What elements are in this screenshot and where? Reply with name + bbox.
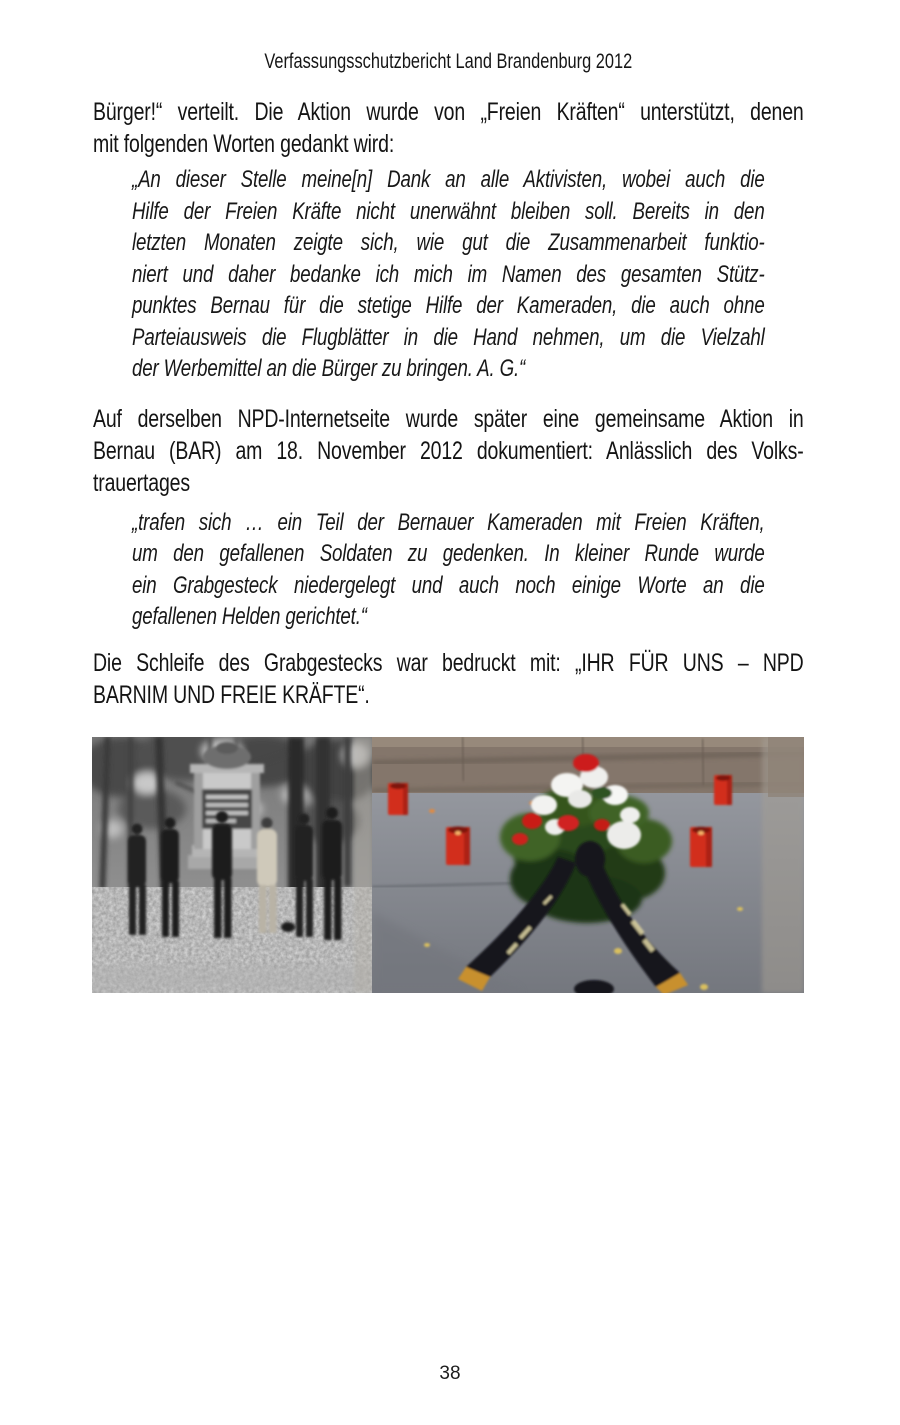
running-header: Verfassungsschutzbericht Land Brandenburg 2012: [264, 50, 633, 73]
edge-light-strip: [354, 737, 372, 993]
photo-strip: [92, 737, 804, 993]
text-line: Hilfe der Freien Kräfte nicht unerwähnt bleiben soll. Bereits in den: [132, 197, 765, 225]
paragraph-1: [93, 96, 804, 160]
memorial-photo: [92, 737, 372, 993]
text-line: der Werbemittel an die Bürger zu bringen. A. G.“: [132, 355, 526, 382]
wreath-photo: [372, 737, 804, 993]
edge-light-strip: [762, 737, 804, 993]
text-line: um den gefallenen Soldaten zu gedenken. In kleiner Runde wurde: [132, 540, 765, 567]
paragraph-2: [93, 403, 804, 499]
text-line: letzten Monaten zeigte sich, wie gut die Zusammenarbeit funktio-: [132, 229, 765, 256]
text-line: BARNIM UND FREIE KRÄFTE“.: [93, 680, 370, 709]
text-line: punktes Bernau für die stetige Hilfe der Kameraden, die auch ohne: [132, 292, 765, 319]
text-line: „An dieser Stelle meine[n] Dank an alle Aktivisten, wobei auch die: [132, 166, 765, 193]
text-column: [93, 50, 804, 711]
text-line: gefallenen Helden gerichtet.“: [132, 603, 367, 630]
paragraph-3: [93, 647, 804, 711]
text-line: Auf derselben NPD-Internetseite wurde später eine gemeinsame Aktion in: [93, 404, 804, 433]
page-number: 38: [439, 1363, 461, 1384]
text-line: trauertages: [93, 468, 190, 497]
blockquote-1: [93, 164, 804, 385]
text-line: „trafen sich … ein Teil der Bernauer Kameraden mit Freien Kräften,: [132, 508, 765, 536]
text-line: Bürger!“ verteilt. Die Aktion wurde von „Freien Kräften“ unterstützt, denen: [93, 98, 804, 126]
blockquote-2: [93, 507, 804, 633]
text-line: mit folgenden Worten gedankt wird:: [93, 130, 395, 158]
text-line: Parteiausweis die Flugblätter in die Hand nehmen, um die Vielzahl: [132, 323, 765, 351]
text-line: niert und daher bedanke ich mich im Namen des gesamten Stütz-: [132, 260, 765, 288]
text-line: Die Schleife des Grabgestecks war bedruckt mit: „IHR FÜR UNS – NPD: [93, 648, 804, 677]
text-line: ein Grabgesteck niedergelegt und auch noch einige Worte an die: [132, 571, 765, 599]
text-line: Bernau (BAR) am 18. November 2012 dokumentiert: Anlässlich des Volks-: [93, 436, 804, 465]
